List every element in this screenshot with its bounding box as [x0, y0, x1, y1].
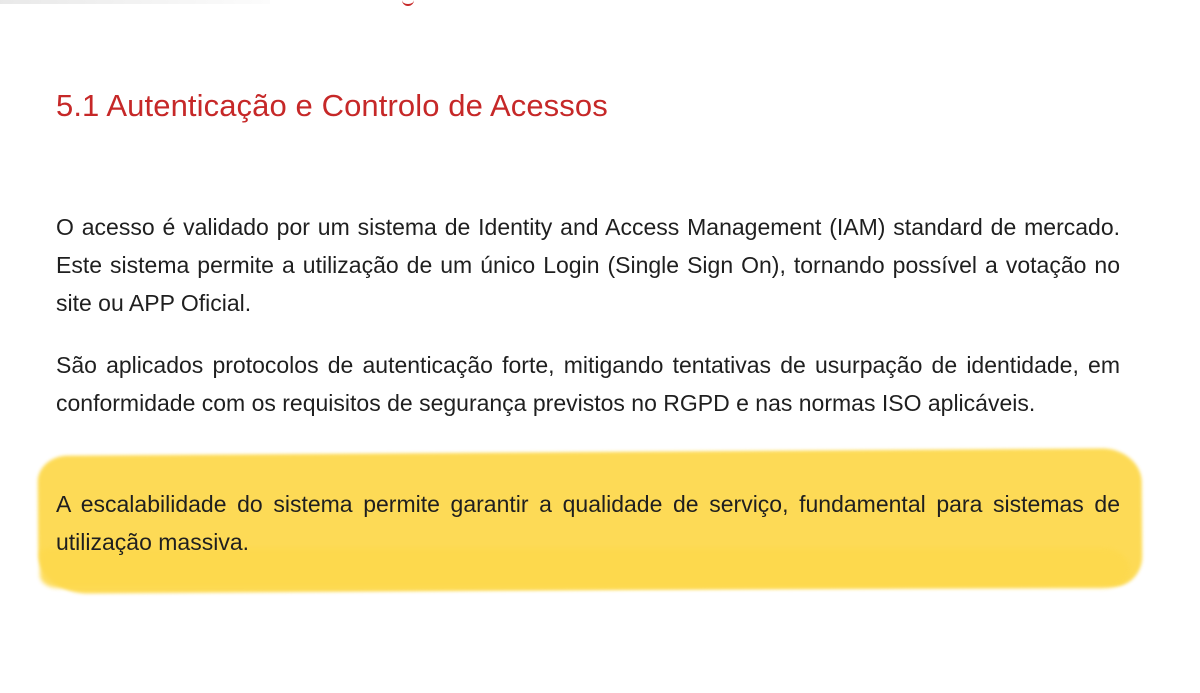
paragraph-strong-authentication: São aplicados protocolos de autenticação forte, mitigando tentativas de usurpação de identidade, em conformidade com os requisitos de segurança previstos no RGPD e nas normas ISO aplicáveis. — [56, 352, 1120, 416]
previous-page-fragment — [0, 0, 1200, 8]
cropped-text-fragment — [0, 0, 270, 4]
section-heading: 5.1 Autenticação e Controlo de Acessos — [56, 88, 608, 123]
cropped-heading-fragment — [402, 0, 414, 6]
paragraph-iam: O acesso é validado por um sistema de Identity and Access Management (IAM) standard de mercado. Este sistema permite a utilização de um único Login (Single Sign On), tornando possível a votação no site ou APP Oficial. — [56, 214, 1120, 316]
paragraph-scalability-highlighted: A escalabilidade do sistema permite garantir a qualidade de serviço, fundamental para sistemas de utilização massiva. — [56, 491, 1120, 555]
